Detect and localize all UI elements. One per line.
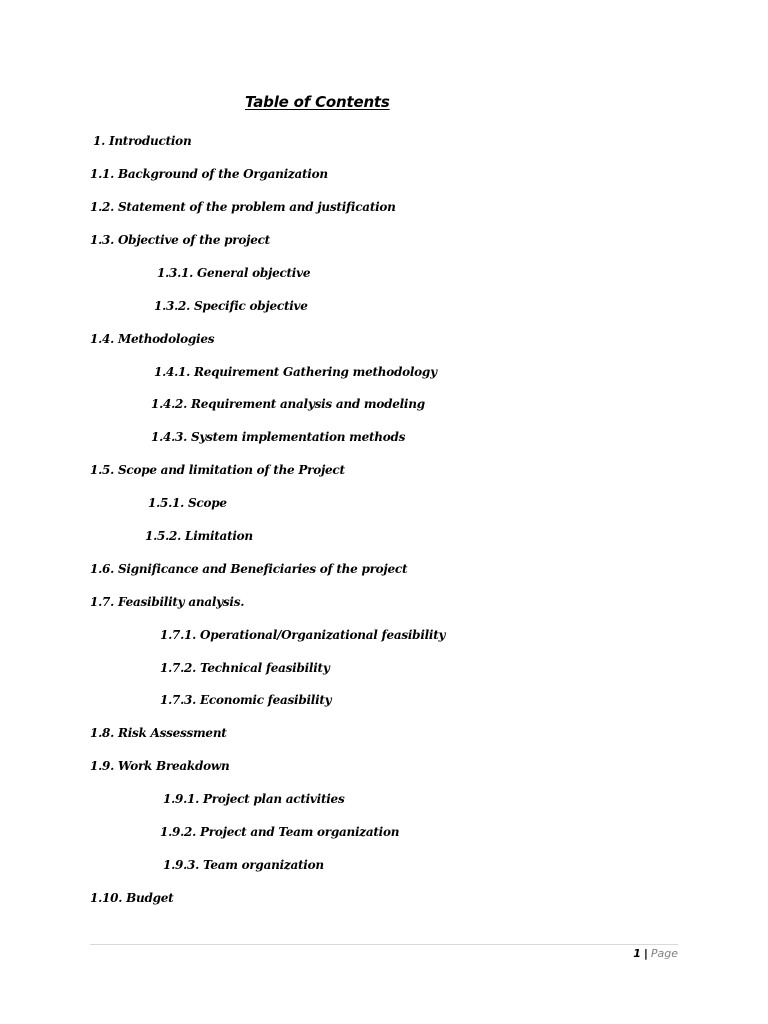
toc-entry: 1.7.1. Operational/Organizational feasibility — [160, 628, 446, 642]
page-label: Page — [650, 947, 678, 960]
toc-entry: 1.3.2. Specific objective — [154, 299, 308, 313]
page-number: 1 — [633, 947, 641, 960]
toc-entry: 1.6. Significance and Beneficiaries of the project — [90, 562, 408, 576]
toc-entry: 1.9.2. Project and Team organization — [160, 825, 400, 839]
toc-entry: 1.5.2. Limitation — [145, 529, 253, 543]
toc-entry: 1.5.1. Scope — [148, 496, 227, 510]
toc-entry: 1.7. Feasibility analysis. — [90, 595, 245, 609]
toc-title: Table of Contents — [245, 93, 390, 111]
toc-entry: 1.4. Methodologies — [90, 332, 215, 346]
toc-entry: 1.9. Work Breakdown — [90, 759, 230, 773]
toc-entry: 1.9.1. Project plan activities — [163, 792, 345, 806]
toc-entry: 1.8. Risk Assessment — [90, 726, 227, 740]
toc-entry: 1. Introduction — [93, 134, 192, 148]
footer-divider — [90, 944, 678, 945]
toc-entry: 1.4.1. Requirement Gathering methodology — [154, 365, 437, 379]
page-footer — [633, 946, 678, 962]
toc-entry: 1.5. Scope and limitation of the Project — [90, 463, 345, 477]
toc-entry: 1.3. Objective of the project — [90, 233, 270, 247]
footer-separator: | — [643, 947, 648, 960]
toc-entry: 1.2. Statement of the problem and justification — [90, 200, 396, 214]
toc-entry: 1.4.2. Requirement analysis and modeling — [151, 397, 425, 411]
toc-entry: 1.7.2. Technical feasibility — [160, 661, 330, 675]
toc-entry: 1.1. Background of the Organization — [90, 167, 328, 181]
toc-entry: 1.7.3. Economic feasibility — [160, 693, 332, 707]
toc-entry: 1.4.3. System implementation methods — [151, 430, 406, 444]
toc-entry: 1.10. Budget — [90, 891, 174, 905]
toc-entry: 1.3.1. General objective — [157, 266, 311, 280]
toc-entry: 1.9.3. Team organization — [163, 858, 324, 872]
